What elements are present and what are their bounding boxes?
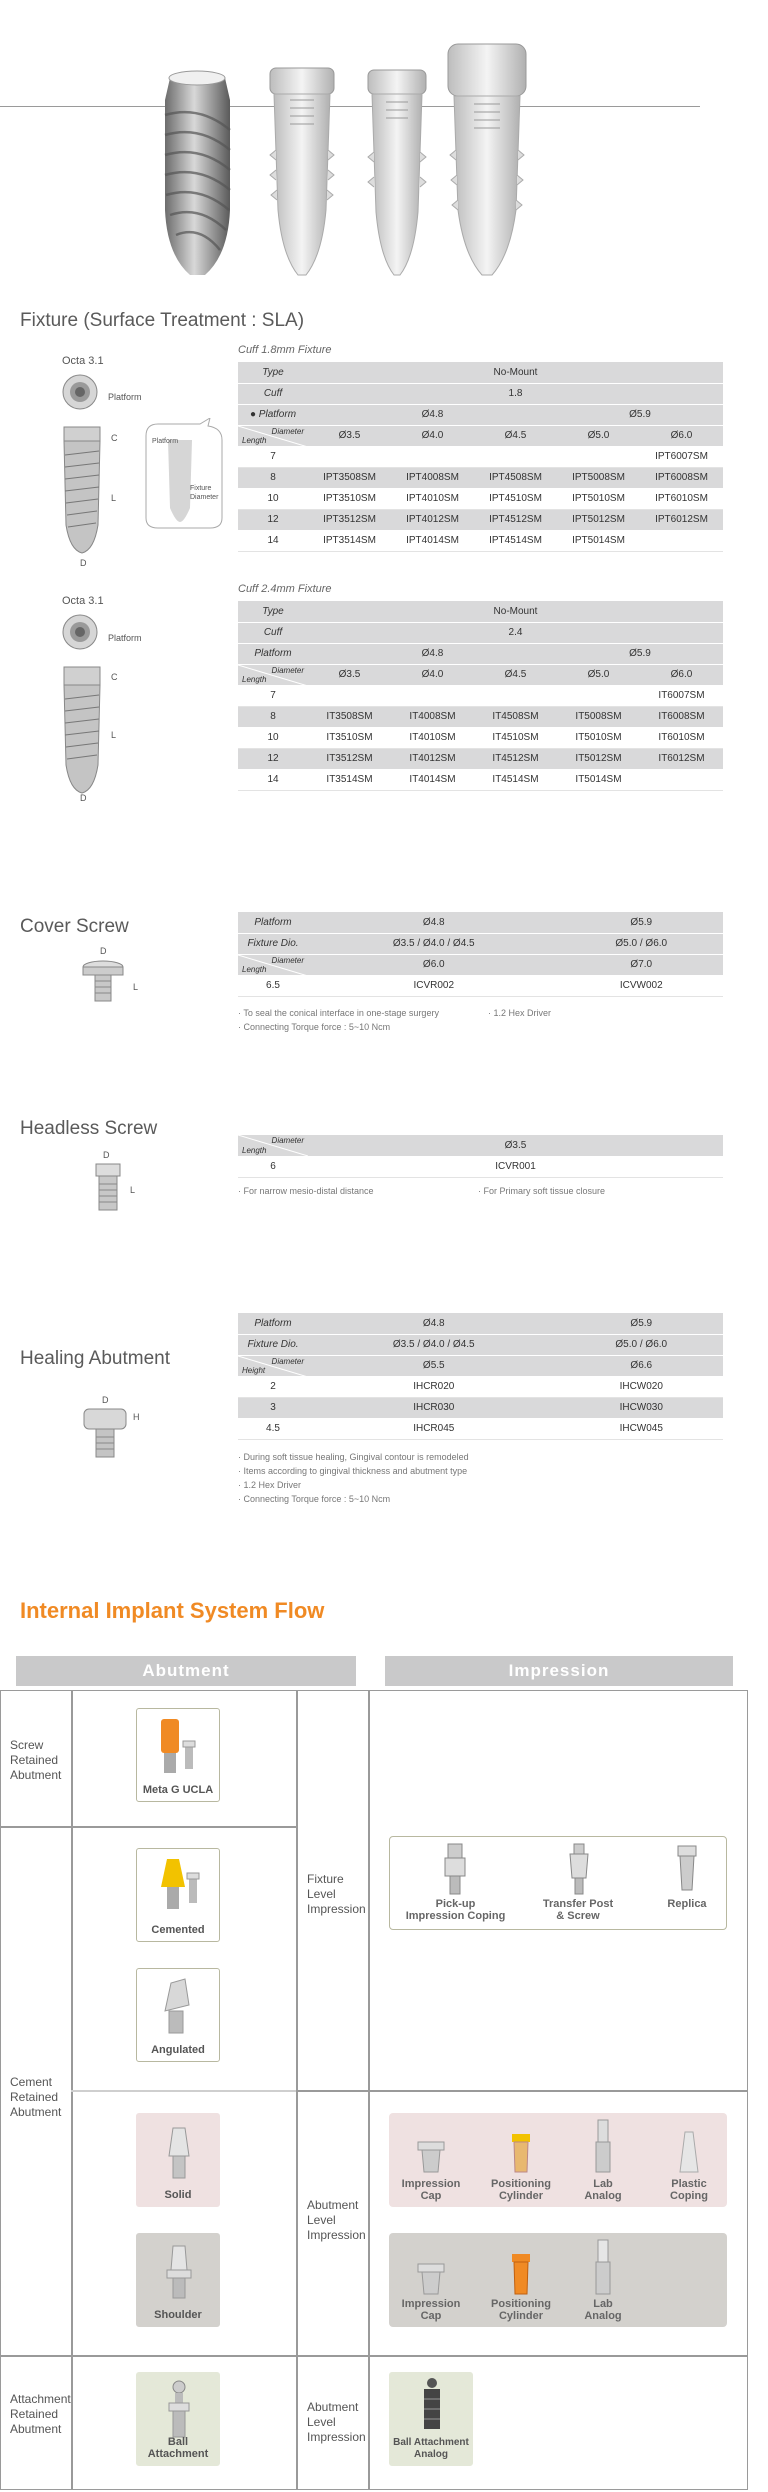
headless-note-right: · For Primary soft tissue closure xyxy=(478,1186,606,1196)
fixture-level-label: Fixture Level Impression xyxy=(307,1872,366,1916)
cover-screw-icon xyxy=(78,955,128,1010)
lab-analog-label: Lab Analog xyxy=(584,2178,622,2202)
dim-d-label: D xyxy=(80,558,87,568)
replica-label: Replica xyxy=(667,1898,707,1910)
healing-note-1: · During soft tissue healing, Gingival contour is remodeled xyxy=(238,1452,469,1462)
flow-title: Internal Implant System Flow xyxy=(20,1598,325,1623)
positioning-cylinder-icon xyxy=(506,2252,536,2298)
diagonal-header: Diameter Length xyxy=(238,664,308,685)
lab-analog-label: Lab Analog xyxy=(584,2298,622,2322)
positioning-cylinder-label: Positioning Cylinder xyxy=(491,2178,551,2202)
dim-h-label: H xyxy=(133,1412,140,1422)
fixture-callout-bubble xyxy=(138,418,228,533)
lab-analog-icon xyxy=(590,2118,616,2176)
cuff18-table xyxy=(238,362,723,552)
fixture-side-view-icon xyxy=(58,665,108,795)
solid-tile[interactable]: Solid xyxy=(136,2113,220,2207)
ball-analog-icon xyxy=(416,2377,448,2433)
screw-retained-label: Screw Retained Abutment xyxy=(10,1738,62,1782)
dim-l-label: L xyxy=(133,982,139,992)
implant-hero-icon xyxy=(150,60,245,280)
headless-note-left: · For narrow mesio-distal distance xyxy=(238,1186,374,1196)
attachment-retained-label: Attachment Retained Abutment xyxy=(10,2392,71,2436)
cover-screw-note-1: · To seal the conical interface in one-stage surgery xyxy=(238,1008,439,1018)
impression-cap-label: Impression Cap xyxy=(401,2298,461,2322)
cuff24-table: Type No-Mount Cuff 2.4 Platform Ø4.8 Ø5.9 Diameter Length Ø3.5 Ø4.0 Ø4.5 Ø5.0 Ø6.0 7 IT6007SM 8 IT3508SM IT4008SM IT4508SM IT5008SM IT6008SM 10 IT3510SM IT4010SM IT4510SM IT5010SM IT6010SM 12 IT3512SM IT4012SM IT4512SM IT5012SM IT6012SM 14 IT3514SM IT4014SM IT4514SM IT5014SM xyxy=(238,601,723,791)
shoulder-abutment-icon xyxy=(159,2242,199,2304)
cover-screw-table: Platform Ø4.8 Ø5.9 Fixture Dio. Ø3.5 / Ø4.0 / Ø4.5 Ø5.0 / Ø6.0 Diameter Length Ø6.0 Ø7.0 6.5 ICVR002 ICVW002 xyxy=(238,912,723,997)
diagonal-header: Diameter Height xyxy=(238,1355,308,1376)
table-row: 10 IT3510SM IT4010SM IT4510SM IT5010SM IT6010SM xyxy=(238,727,723,748)
dim-l-label: L xyxy=(111,730,117,740)
fixture-side-view-icon xyxy=(58,425,108,555)
implant-cutaway-1-icon xyxy=(262,60,342,280)
cuff-value: 1.8 xyxy=(308,383,723,404)
headless-screw-title: Headless Screw xyxy=(20,1118,158,1139)
table-row: 2 IHCR020 IHCW020 xyxy=(238,1376,723,1397)
diagonal-header: Diameter Length xyxy=(238,1135,308,1156)
transfer-post-icon xyxy=(564,1842,594,1898)
octa-label: Octa 3.1 xyxy=(62,355,104,367)
cover-screw-note-2: · Connecting Torque force : 5~10 Ncm xyxy=(238,1022,391,1032)
ball-attachment-tile[interactable]: Ball Attachment xyxy=(136,2372,220,2466)
dim-l-label: L xyxy=(130,1185,136,1195)
table-row: 14 IT3514SM IT4014SM IT4514SM IT5014SM xyxy=(238,769,723,790)
implant-cutaway-3-icon xyxy=(442,40,532,280)
ball-attachment-icon xyxy=(159,2379,199,2443)
callout-fixture-label: Fixture xyxy=(190,485,212,492)
healing-note-2: · Items according to gingival thickness and abutment type xyxy=(238,1466,468,1476)
pickup-coping-label: Pick-up Impression Coping xyxy=(405,1898,506,1922)
healing-abutment-title: Healing Abutment xyxy=(20,1348,170,1369)
healing-abutment-icon xyxy=(80,1405,130,1463)
plastic-coping-icon xyxy=(676,2130,702,2176)
diameter-col: Ø3.5 xyxy=(308,425,391,446)
abutment-level-label-2: Abutment Level Impression xyxy=(307,2400,366,2444)
healing-abutment-table: Platform Ø4.8 Ø5.9 Fixture Dio. Ø3.5 / Ø4.0 / Ø4.5 Ø5.0 / Ø6.0 Diameter Height Ø5.5 Ø6.6 2 IHCR020 IHCW020 3 IHCR030 IHCW030 4.5 IHCR045 IHCW045 xyxy=(238,1313,723,1440)
diameter-col: Ø4.0 xyxy=(391,425,474,446)
diameter-col: Ø4.5 xyxy=(474,425,557,446)
implant-cutaway-2-icon xyxy=(362,62,432,280)
impression-cap-label: Impression Cap xyxy=(401,2178,461,2202)
impression-cap-icon xyxy=(414,2140,448,2176)
headless-screw-table: Diameter Length Ø3.5 6 ICVR001 xyxy=(238,1135,723,1178)
cuff18-caption: Cuff 1.8mm Fixture xyxy=(238,344,332,356)
meta-g-ucla-tile[interactable]: Meta G UCLA xyxy=(136,1708,220,1802)
table-row: 8 IT3508SM IT4008SM IT4508SM IT5008SM IT6008SM xyxy=(238,706,723,727)
diameter-col: Ø5.0 xyxy=(557,425,640,446)
table-row: 3 IHCR030 IHCW030 xyxy=(238,1397,723,1418)
fixture-section-title: Fixture (Surface Treatment : SLA) xyxy=(20,310,305,331)
healing-note-4: · Connecting Torque force : 5~10 Ncm xyxy=(238,1494,391,1504)
callout-diameter-label: Diameter xyxy=(190,494,219,501)
dim-d-label: D xyxy=(100,946,107,956)
horizon-line xyxy=(0,106,700,107)
shoulder-tile[interactable]: Shoulder xyxy=(136,2233,220,2327)
cuff24-caption: Cuff 2.4mm Fixture xyxy=(238,583,332,595)
positioning-cylinder-label: Positioning Cylinder xyxy=(491,2298,551,2322)
diagonal-header: Diameter Length xyxy=(238,954,308,975)
positioning-cylinder-icon xyxy=(506,2132,536,2176)
dim-c-label: C xyxy=(111,433,118,443)
impression-cap-icon xyxy=(414,2262,448,2298)
pickup-coping-icon xyxy=(440,1842,470,1898)
headless-screw-icon xyxy=(90,1160,126,1216)
fixture-top-view-icon xyxy=(60,372,100,412)
table-row: 12 IT3512SM IT4012SM IT4512SM IT5012SM IT6012SM xyxy=(238,748,723,769)
solid-abutment-icon xyxy=(159,2122,199,2184)
plastic-coping-label: Plastic Coping xyxy=(670,2178,708,2202)
ball-analog-tile[interactable]: Ball Attachment Analog xyxy=(389,2372,473,2466)
cement-retained-label: Cement Retained Abutment xyxy=(10,2075,62,2119)
table-row: 6 ICVR001 xyxy=(238,1156,723,1177)
table-row: 8 IPT3508SM IPT4008SM IPT4508SM IPT5008SM IPT6008SM xyxy=(238,467,723,488)
cemented-tile[interactable]: Cemented xyxy=(136,1848,220,1942)
diagonal-header: Diameter Length xyxy=(238,425,308,446)
table-row: 7 IT6007SM xyxy=(238,685,723,706)
octa-label: Octa 3.1 xyxy=(62,595,104,607)
cover-screw-title: Cover Screw xyxy=(20,916,129,937)
platform-marker-icon: ● xyxy=(249,409,259,420)
healing-note-3: · 1.2 Hex Driver xyxy=(238,1480,302,1490)
dim-d-label: D xyxy=(80,793,87,803)
table-row: 6.5 ICVR002 ICVW002 xyxy=(238,975,723,996)
diameter-col: Ø6.0 xyxy=(640,425,723,446)
platform-label: Platform xyxy=(108,633,142,643)
abutment-level-label-1: Abutment Level Impression xyxy=(307,2198,366,2242)
platform-59: Ø5.9 xyxy=(557,404,723,425)
ucla-abutment-icon xyxy=(151,1715,207,1777)
transfer-post-label: Transfer Post & Screw xyxy=(542,1898,614,1922)
platform-label: Platform xyxy=(108,392,142,402)
callout-platform-label: Platform xyxy=(152,438,179,445)
impression-header: Impression xyxy=(385,1656,733,1686)
replica-icon xyxy=(672,1842,702,1898)
cuff-label: Cuff xyxy=(238,383,308,404)
platform-label: ● Platform xyxy=(238,404,308,425)
fixture-top-view-icon xyxy=(60,612,100,652)
table-row: 10 IPT3510SM IPT4010SM IPT4510SM IPT5010SM IPT6010SM xyxy=(238,488,723,509)
platform-48: Ø4.8 xyxy=(308,404,557,425)
type-value: No-Mount xyxy=(308,362,723,383)
table-row: 4.5 IHCR045 IHCW045 xyxy=(238,1418,723,1439)
cover-screw-note-right: · 1.2 Hex Driver xyxy=(488,1008,552,1018)
dim-l-label: L xyxy=(111,493,117,503)
lab-analog-icon xyxy=(590,2238,616,2298)
table-row: 12 IPT3512SM IPT4012SM IPT4512SM IPT5012SM IPT6012SM xyxy=(238,509,723,530)
abutment-header: Abutment xyxy=(16,1656,356,1686)
angulated-abutment-icon xyxy=(151,1975,207,2037)
cemented-abutment-icon xyxy=(151,1855,207,1917)
table-row: 7 IPT6007SM xyxy=(238,446,723,467)
table-row: 14 IPT3514SM IPT4014SM IPT4514SM IPT5014SM xyxy=(238,530,723,551)
dim-d-label: D xyxy=(102,1395,109,1405)
dim-c-label: C xyxy=(111,672,118,682)
angulated-tile[interactable]: Angulated xyxy=(136,1968,220,2062)
type-label: Type xyxy=(238,362,308,383)
dim-d-label: D xyxy=(103,1150,110,1160)
